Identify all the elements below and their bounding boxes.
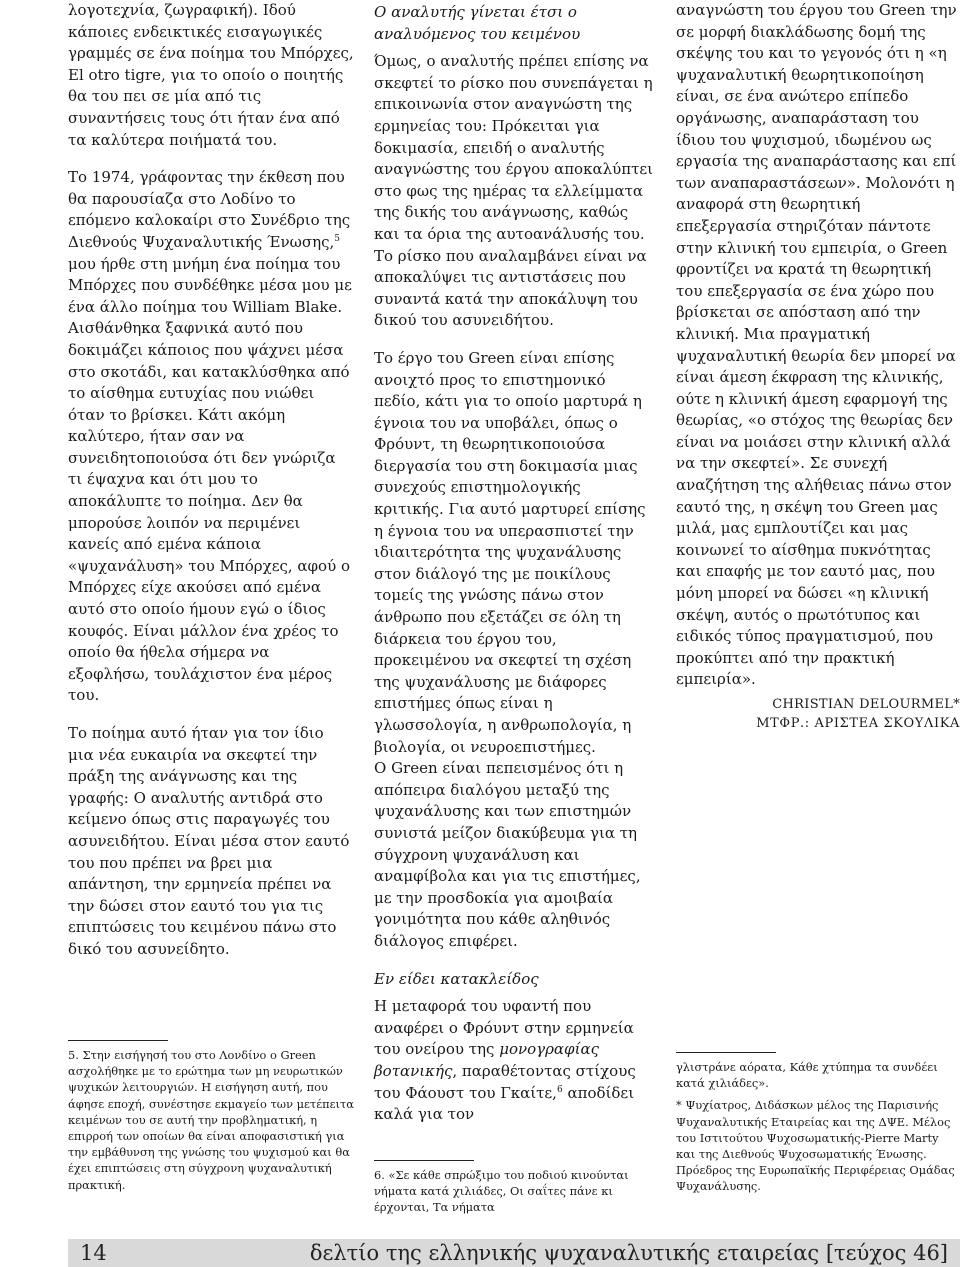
footnote: 5. Στην εισήγησή του στο Λονδίνο ο Green ασχολήθηκε με το ερώτημα των μη νευρωτικών ψυχικών λειτουργιών. Η εισήγηση αυτή, που άφησε εποχή, συνέστησε εκμαγείο των μετέπειτα κειμένων του σε αυτή την προβληματική, η επιρροή των οποίων θα είναι αποφασιστική για την εμβάθυνση της γνώσης του ψυχισμού και θα έχει επιπτώσεις στη σύγχρονη ψυχαναλυτική πρακτική. — [68, 1048, 354, 1192]
footnote: 6. «Σε κάθε σπρώξιμο του ποδιού κινούνται νήματα κατά χιλιάδες, Οι σαΐτες πάνε κι έρχονται, Τα νήματα — [374, 1168, 629, 1215]
section-heading: Ο αναλυτής γίνεται έτσι ο αναλυόμενος του κειμένου — [374, 3, 581, 43]
paragraph-text: αποδίδει καλά για τον — [374, 1083, 635, 1124]
paragraph: αναγνώστη του έργου του Green την σε μορφή διακλάδωσης δομή της σκέψης του και το γεγονός ότι η «η ψυχαναλυτική θεωρητικοποίηση είναι, σε ένα ανώτερο επίπεδο οργάνωσης, αναπαράσταση του ίδιου του ψυχισμού, ιδωμένου ως εργασία της αναπαράστασης και επί των αναπαραστάσεων». Μολονότι η αναφορά στη θεωρητική επεξεργασία στηριζόταν πάντοτε στην κλινική του εμπειρία, ο Green φροντίζει να κρατά τη θεωρητική του επεξεργασία σε ένα χώρο που βρίσκεται σε απόσταση από την κλινική. Μια πραγματική ψυχαναλυτική θεωρία δεν μπορεί να είναι άμεση έκφραση της κλινικής, ούτε η κλινική άμεση εφαρμογή της θεωρίας, «ο στόχος της θεωρίας δεν είναι να μοιάσει στην κλινική αλλά να την σκεφτεί». Σε συνεχή αναζήτηση της αλήθειας πάνω στον εαυτό της, η σκέψη του Green μας μιλά, μας εμπλουτίζει και μας κοινωνεί το αίσθημα πυκνότητας και επαφής με τον εαυτό μας, που μόνη μπορεί να δώσει «η κλινική σκέψη, αυτός ο πρωτότυπος και ειδικός τύπος πραγματισμού, που προκύπτει από την πρακτική εμπειρία». — [676, 1, 957, 689]
page-number: 14 — [80, 1241, 107, 1265]
paragraph: Ο Green είναι πεπεισμένος ότι η απόπειρα διαλόγου μεταξύ της ψυχανάλυσης και των επιστημών συνιστά μείζον διακύβευμα για τη σύγχρονη ψυχανάλυση και αναμφίβολα και για τις επιστήμες, με την προσδοκία για αμοιβαία γονιμότητα που κάθε αληθινός διάλογος επιφέρει. — [374, 759, 641, 950]
paragraph-text: Το 1974, γράφοντας την έκθεση που θα παρουσίαζα στο Λοδίνο το επόμενο καλοκαίρι στο Συνέδριο της Διεθνούς Ψυχαναλυτικής Ένωσης, — [68, 168, 351, 251]
paragraph: Όμως, ο αναλυτής πρέπει επίσης να σκεφτεί το ρίσκο που συνεπάγεται η επικοινωνία στον αναγνώστη της ερμηνείας του: Πρόκειται για δοκιμασία, επειδή ο αναλυτής αναγνώστης του έργου αποκαλύπτει στο φως της ημέρας τα ελλείμματα της δικής του ανάγνωσης, καθώς και τα όρια της αυτοανάλυσής του. Το ρίσκο που αναλαμβάνει είναι να αποκαλύψει τις αντιστάσεις που συναντά κατά την αποκάλυψη του δικού του ασυνειδήτου. — [374, 52, 654, 330]
author-signature: CHRISTIAN DELOURMEL* — [772, 697, 960, 712]
italic-text: μονογραφίας βοτανικής — [374, 1040, 599, 1080]
paragraph: λογοτεχνία, ζωγραφική). Ιδού κάποιες ενδεικτικές εισαγωγικές γραμμές σε ένα ποίημα του Μπόρχες, El otro tigre, για το οποίο ο ποιητής θα του πει σε μία από τις συναντήσεις τους ότι ήταν ένα από τα καλύτερα ποιήματά του. — [68, 1, 354, 149]
column-1 — [68, 0, 354, 1192]
column-2 — [374, 0, 654, 1215]
footnote-divider — [68, 1040, 168, 1041]
footnote-divider — [374, 1160, 474, 1161]
journal-title: δελτίο της ελληνικής ψυχαναλυτικής εταιρείας [τεύχος 46] — [309, 1241, 948, 1265]
paragraph — [68, 167, 354, 707]
footnote-continuation: γλιστράνε αόρατα, Κάθε χτύπημα τα συνδέει κατά χιλιάδες». — [676, 1060, 938, 1091]
footnote-block — [68, 1040, 354, 1193]
paragraph — [374, 996, 654, 1126]
paragraph: Το έργο του Green είναι επίσης ανοιχτό προς το επιστημονικό πεδίο, κάτι για το οποίο μαρτυρά η έγνοια του να υποβάλει, όπως ο Φρόυντ, τη θεωρητικοποιούσα διεργασία του στη δοκιμασία μιας συνεχούς επιστημολογικής κριτικής. Για αυτό μαρτυρεί επίσης η έγνοια του να υπερασπιστεί την ιδιαιτερότητα της ψυχανάλυσης στον διάλογό της με ποικίλους τομείς της γνώσης πάνω στον άνθρωπο που εξετάζει σε όλη τη διάρκεια του έργου του, προκειμένου να σκεφτεί τη σχέση της ψυχανάλυσης με διάφορες επιστήμες όπως είναι η γλωσσολογία, η ανθρωπολογία, η βιολογία, οι νευροεπιστήμες. — [374, 348, 646, 756]
footnote-divider — [676, 1052, 776, 1053]
footnote-ref[interactable]: 5 — [334, 233, 341, 244]
author-note: * Ψυχίατρος, Διδάσκων μέλος της Παρισινής Ψυχαναλυτικής Εταιρείας και της ΔΨΕ. Μέλος του Ιστιτούτου Ψυχοσωματικής-Pierre Marty και της Διεθνούς Ψυχοσωματικής Ένωσης. Πρόεδρος της Ευρωπαϊκής Περιφέρειας Ομάδας Ψυχανάλυσης. — [676, 1098, 955, 1194]
paragraph-text: , παραθέτοντας στίχους του Φάουστ του Γκαίτε, — [374, 1061, 636, 1102]
paragraph-text: μου ήρθε στη μνήμη ένα ποίημα του Μπόρχες που συνδέθηκε μέσα μου με ένα άλλο ποίημα του William Blake. Αισθάνθηκα ξαφνικά αυτό που δοκιμάζει κάποιος που ψάχνει μέσα στο σκοτάδι, και κατακλύσθηκα από το αίσθημα ευτυχίας που νιώθει όταν το βρίσκει. Κάτι ακόμη καλύτερο, ήταν σαν να συνειδητοποιούσα ότι δεν γνώριζα τι έψαχνα και ότι μου το αποκάλυπτε το ποίημα. Δεν θα μπορούσε λοιπόν να περιμένει κανείς από εμένα κάποια «ψυχανάλυση» του Μπόρχες, αφού ο Μπόρχες είχε ακούσει από εμένα αυτό στο οποίο ήμουν εγώ ο ίδιος κουφός. Είναι μάλλον ένα χρέος το οποίο θα ήθελα σήμερα να εξοφλήσω, τουλάχιστον ένα μέρος του. — [68, 254, 352, 705]
paragraph: Το ποίημα αυτό ήταν για τον ίδιο μια νέα ευκαιρία να σκεφτεί την πράξη της ανάγνωσης και της γραφής: Ο αναλυτής αντιδρά στο κείμενο όπως στις παραγωγές του ασυνειδήτου. Είναι μέσα στον εαυτό του που πρέπει να βρει μια απάντηση, την ερμηνεία πρέπει να την δώσει στον εαυτό του για τις επιπτώσεις του κειμένου πάνω στο δικό του ασυνείδητο. — [68, 724, 350, 958]
footnote-ref[interactable]: 6 — [556, 1084, 563, 1095]
translator-credit: ΜΤΦΡ.: ΑΡΙΣΤΕΑ ΣΚΟΥΛΙΚΑ — [756, 716, 960, 731]
column-3 — [676, 0, 960, 1194]
footnote-block — [676, 1052, 960, 1195]
section-heading: Εν είδει κατακλείδος — [374, 969, 539, 988]
paragraph-text: Η μεταφορά του υφαντή που αναφέρει ο Φρόυντ στην ερμηνεία του ονείρου της — [374, 997, 634, 1059]
footnote-block — [374, 1160, 654, 1216]
